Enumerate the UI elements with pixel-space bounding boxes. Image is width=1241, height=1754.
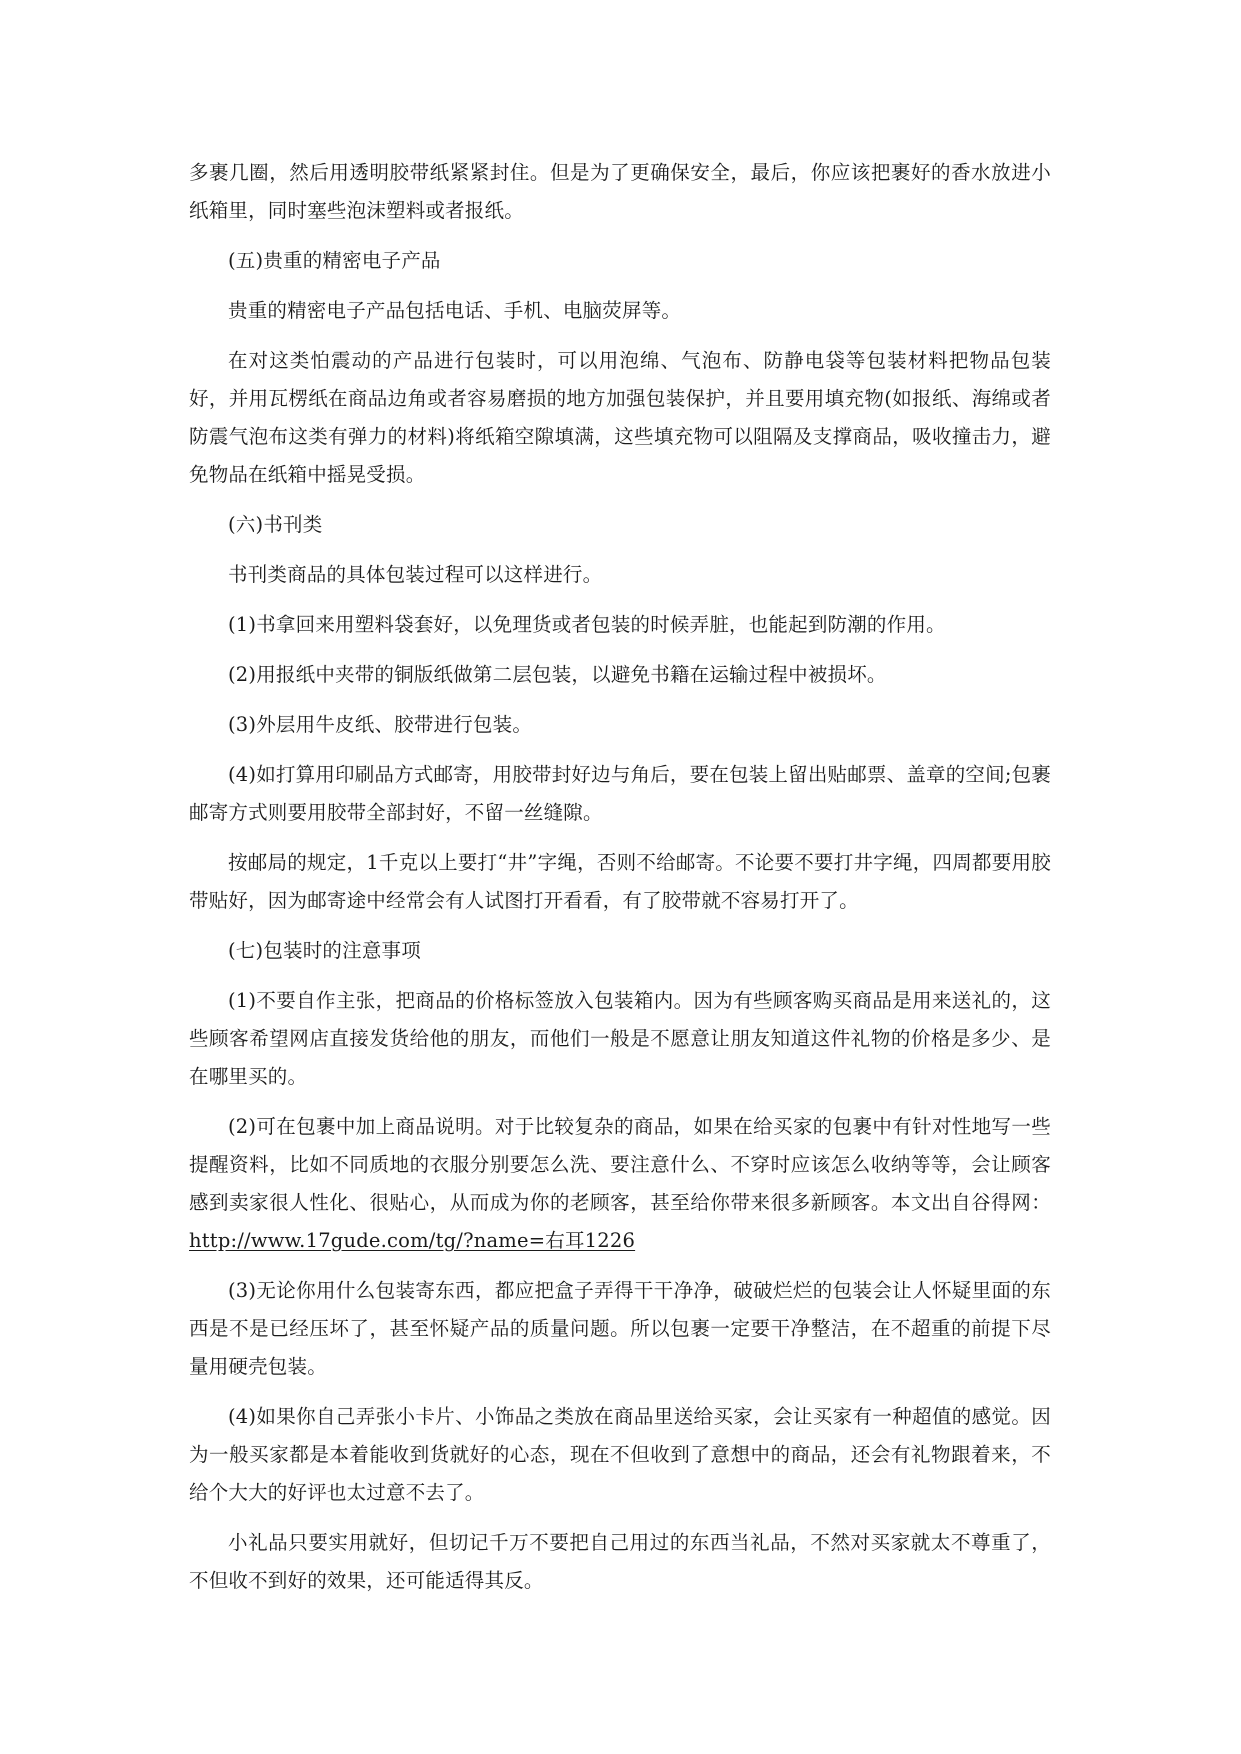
list-item-books-3: (3)外层用牛皮纸、胶带进行包装。 <box>228 713 533 736</box>
heading-packing-notes: (七)包装时的注意事项 <box>228 939 421 962</box>
paragraph-postal-rules: 按邮局的规定，1千克以上要打“井”字绳，否则不给邮寄。不论要不要打井字绳，四周都要用胶带贴好，因为邮寄途中经常会有人试图打开看看，有了胶带就不容易打开了。 <box>189 851 1051 912</box>
list-item-books-1: (1)书拿回来用塑料袋套好，以免理货或者包装的时候弄脏，也能起到防潮的作用。 <box>228 613 946 636</box>
list-item-notes-4: (4)如果你自己弄张小卡片、小饰品之类放在商品里送给买家，会让买家有一种超值的感觉。因为一般买家都是本着能收到货就好的心态，现在不但收到了意想中的商品，还会有礼物跟着来，不给个大大的好评也太过意不去了。 <box>189 1405 1051 1504</box>
list-item-books-4: (4)如打算用印刷品方式邮寄，用胶带封好边与角后，要在包装上留出贴邮票、盖章的空间;包裹邮寄方式则要用胶带全部封好，不留一丝缝隙。 <box>189 763 1051 824</box>
heading-books: (六)书刊类 <box>228 513 323 536</box>
paragraph-electronics-intro: 贵重的精密电子产品包括电话、手机、电脑荧屏等。 <box>228 299 682 322</box>
paragraph-small-gifts: 小礼品只要实用就好，但切记千万不要把自己用过的东西当礼品，不然对买家就太不尊重了，不但收不到好的效果，还可能适得其反。 <box>189 1531 1051 1592</box>
paragraph-electronics-packing: 在对这类怕震动的产品进行包装时，可以用泡绵、气泡布、防静电袋等包装材料把物品包装好，并用瓦楞纸在商品边角或者容易磨损的地方加强包装保护，并且要用填充物(如报纸、海绵或者防震气泡布这类有弹力的材料)将纸箱空隙填满，这些填充物可以阻隔及支撑商品，吸收撞击力，避免物品在纸箱中摇晃受损。 <box>189 349 1051 486</box>
list-item-notes-3: (3)无论你用什么包装寄东西，都应把盒子弄得干干净净，破破烂烂的包装会让人怀疑里面的东西是不是已经压坏了，甚至怀疑产品的质量问题。所以包裹一定要干净整洁，在不超重的前提下尽量用硬壳包装。 <box>189 1279 1051 1378</box>
list-item-notes-2 <box>189 1108 1051 1260</box>
document-page <box>189 154 1051 1612</box>
heading-electronics: (五)贵重的精密电子产品 <box>228 249 441 272</box>
list-item-books-2: (2)用报纸中夹带的铜版纸做第二层包装，以避免书籍在运输过程中被损坏。 <box>228 663 887 686</box>
paragraph-perfume-packing-end: 多裹几圈，然后用透明胶带纸紧紧封住。但是为了更确保安全，最后，你应该把裹好的香水放进小纸箱里，同时塞些泡沫塑料或者报纸。 <box>189 161 1051 222</box>
paragraph-books-intro: 书刊类商品的具体包装过程可以这样进行。 <box>228 563 603 586</box>
list-item-notes-2-text: (2)可在包裹中加上商品说明。对于比较复杂的商品，如果在给买家的包裹中有针对性地写一些提醒资料，比如不同质地的衣服分别要怎么洗、要注意什么、不穿时应该怎么收纳等等，会让顾客感到卖家很人性化、很贴心，从而成为你的老顾客，甚至给你带来很多新顾客。本文出自谷得网： <box>189 1115 1051 1214</box>
list-item-notes-1: (1)不要自作主张，把商品的价格标签放入包装箱内。因为有些顾客购买商品是用来送礼的，这些顾客希望网店直接发货给他的朋友，而他们一般是不愿意让朋友知道这件礼物的价格是多少、是在哪里买的。 <box>189 989 1051 1088</box>
source-link[interactable]: http://www.17gude.com/tg/?name=右耳1226 <box>189 1229 636 1252</box>
